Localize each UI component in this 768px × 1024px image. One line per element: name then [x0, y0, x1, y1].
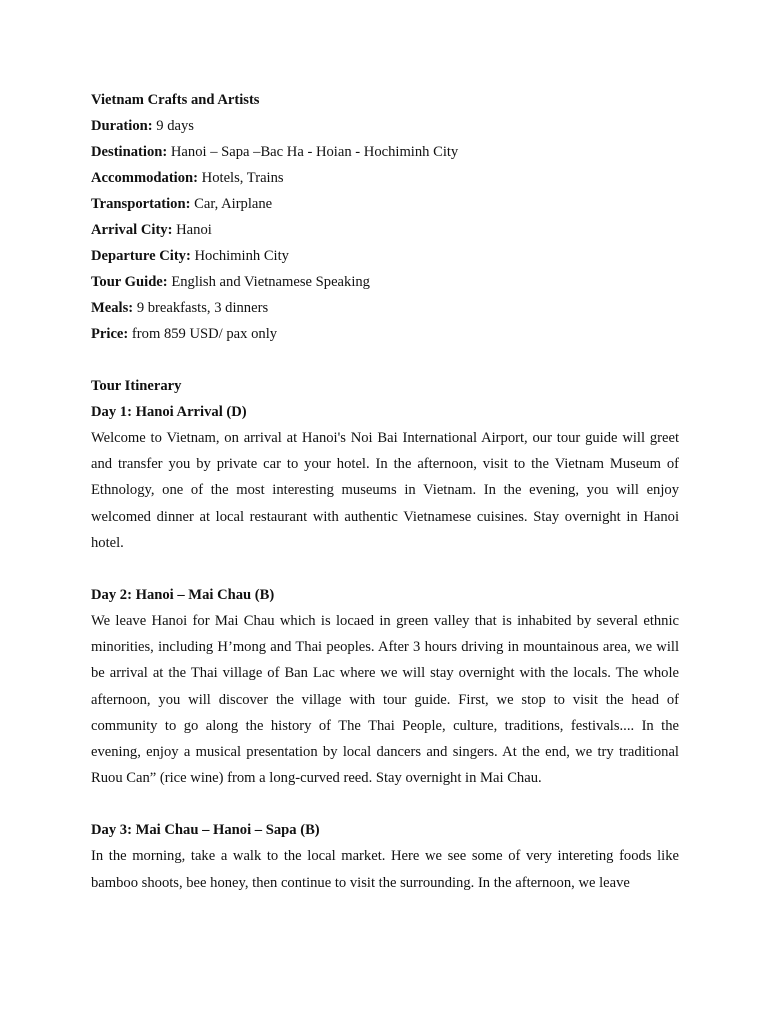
- summary-accommodation: [91, 165, 679, 191]
- summary-meals: [91, 295, 679, 321]
- summary-label: Destination:: [91, 144, 168, 160]
- summary-price: [91, 321, 679, 347]
- summary-departure-city: [91, 243, 679, 269]
- summary-label: Tour Guide:: [91, 274, 168, 290]
- day-3-text: In the morning, take a walk to the local market. Here we see some of very intereting foods like bamboo shoots, bee honey, then continue to visit the surrounding. In the afternoon, we leave: [91, 848, 679, 891]
- day-2-heading: Day 2: Hanoi – Mai Chau (B): [91, 587, 275, 604]
- day-2-text: We leave Hanoi for Mai Chau which is locaed in green valley that is inhabited by several ethnic minorities, including H’mong and Thai peoples. After 3 hours driving in mountainous area, we will be arrival at the Thai village of Ban Lac where we will stay overnight with the locals. The whole afternoon, you will discover the village with tour guide. First, we stop to visit the head of community to go along the history of The Thai People, culture, traditions, festivals.... In the evening, enjoy a musical presentation by local dancers and singers. At the end, we try traditional Ruou Can” (rice wine) from a long-curved reed. Stay overnight in Mai Chau.: [91, 613, 679, 787]
- paragraph-gap: [91, 791, 679, 817]
- section-spacer: [91, 347, 679, 373]
- summary-arrival-city: [91, 217, 679, 243]
- day-3-heading: Day 3: Mai Chau – Hanoi – Sapa (B): [91, 822, 320, 839]
- summary-label: Transportation:: [91, 196, 191, 212]
- summary-value: Car, Airplane: [194, 196, 273, 212]
- summary-label: Meals:: [91, 300, 134, 316]
- summary-transportation: [91, 191, 679, 217]
- itinerary-heading: Tour Itinerary: [91, 378, 182, 394]
- summary-tour-guide: [91, 269, 679, 295]
- summary-label: Departure City:: [91, 248, 191, 264]
- summary-label: Price:: [91, 326, 129, 342]
- summary-value: Hotels, Trains: [201, 170, 284, 186]
- summary-value: Hochiminh City: [194, 248, 289, 264]
- summary-label: Arrival City:: [91, 222, 173, 238]
- tour-title: Vietnam Crafts and Artists: [91, 92, 260, 108]
- day-1-text: Welcome to Vietnam, on arrival at Hanoi's Noi Bai International Airport, our tour guide will greet and transfer you by private car to your hotel. In the afternoon, visit to the Vietnam Museum of Ethnology, one of the most interesting museums in Vietnam. In the evening, you will enjoy welcomed dinner at local restaurant with authentic Vietnamese cuisines. Stay overnight in Hanoi hotel.: [91, 430, 679, 551]
- summary-value: Hanoi: [176, 222, 212, 238]
- summary-duration: [91, 113, 679, 139]
- summary-value: 9 days: [156, 118, 194, 134]
- day-1-heading: Day 1: Hanoi Arrival (D): [91, 404, 247, 420]
- summary-value: English and Vietnamese Speaking: [171, 274, 370, 290]
- summary-value: Hanoi – Sapa –Bac Ha - Hoian - Hochiminh City: [170, 144, 459, 160]
- summary-label: Duration:: [91, 118, 153, 134]
- summary-value: 9 breakfasts, 3 dinners: [136, 300, 269, 316]
- document-page: [91, 87, 679, 896]
- summary-destination: [91, 139, 679, 165]
- summary-label: Accommodation:: [91, 170, 199, 186]
- summary-value: from 859 USD/ pax only: [131, 326, 278, 342]
- paragraph-gap: [91, 556, 679, 582]
